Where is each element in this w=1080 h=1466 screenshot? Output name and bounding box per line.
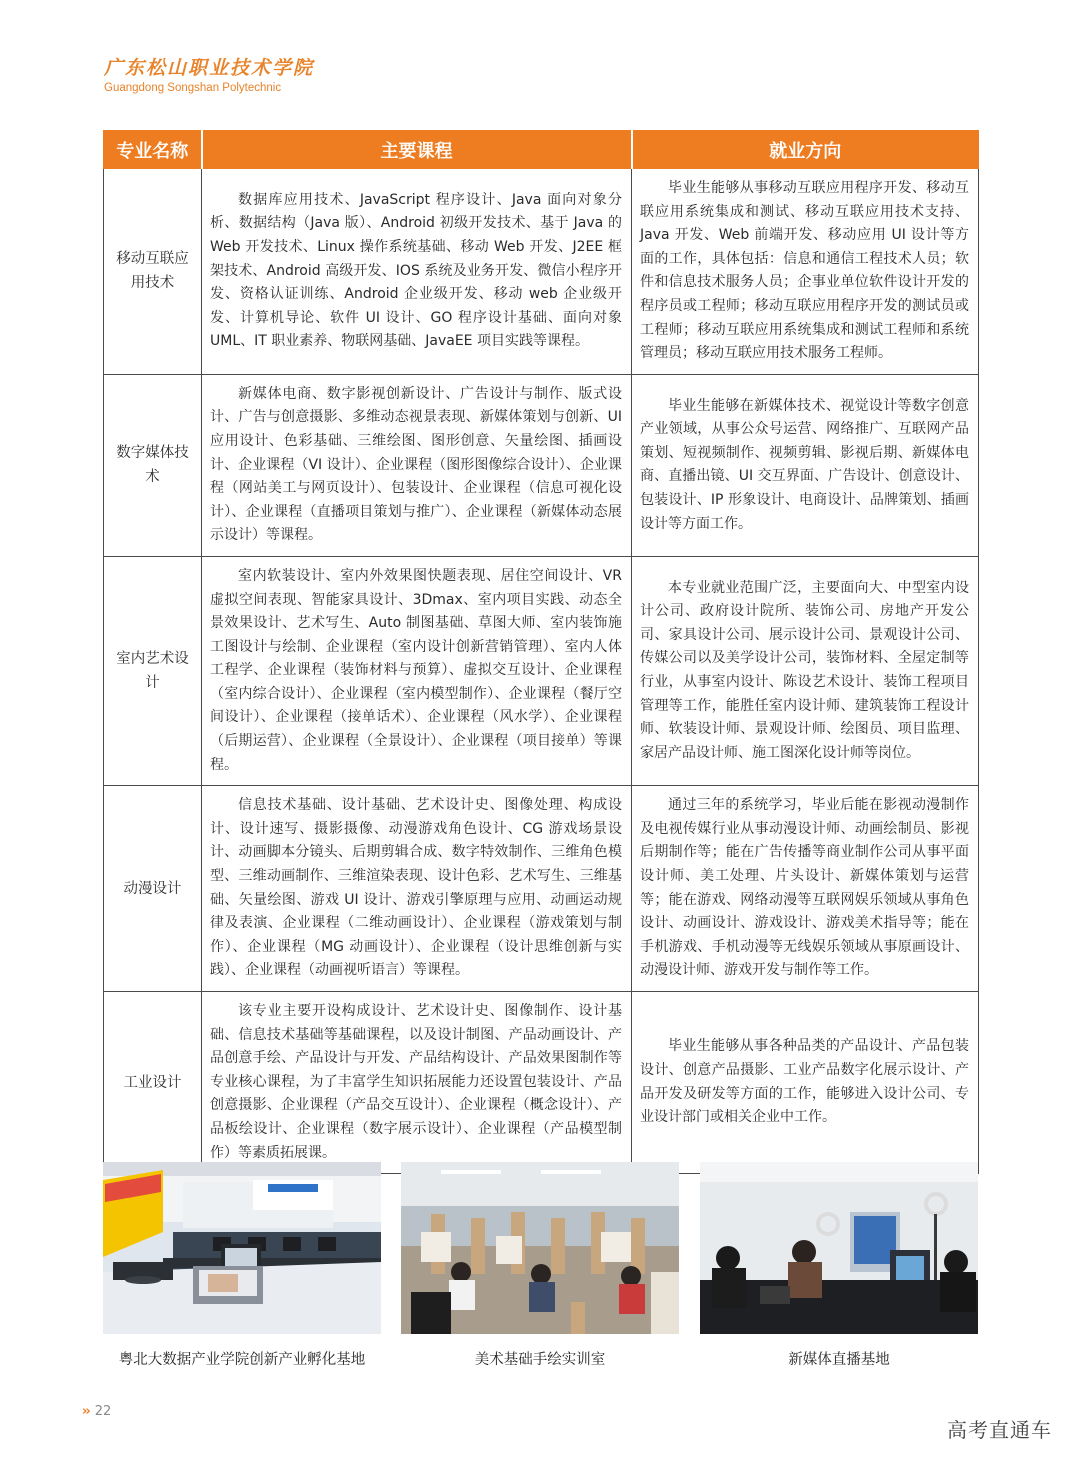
photo-caption: 粤北大数据产业学院创新产业孵化基地 [118,1352,366,1368]
major-name: 动漫设计 [104,786,202,992]
header-major-name: 专业名称 [104,131,202,169]
major-name: 工业设计 [104,992,202,1174]
photo-caption: 美术基础手绘实训室 [474,1352,606,1368]
major-careers: 本专业就业范围广泛，主要面向大、中型室内设计公司、政府设计院所、装饰公司、房地产开发公司、家具设计公司、展示设计公司、景观设计公司、传媒公司以及美学设计公司，装饰材料、全屋定制等行业，从事室内设计、陈设艺术设计、装饰工程项目管理等工作，能胜任室内设计师、建筑装饰工程设计师、软装设计师、景观设计师、绘图员、项目监理、家居产品设计师、施工图深化设计师等岗位。 [632,556,979,785]
table-header-row [104,131,979,169]
school-logo [104,56,314,95]
major-courses: 该专业主要开设构成设计、艺术设计史、图像制作、设计基础、信息技术基础等基础课程，以及设计制图、产品动画设计、产品创意手绘、产品设计与开发、产品结构设计、产品效果图制作等专业核心课程，为了丰富学生知识拓展能力还设置包装设计、产品创意摄影、企业课程（产品交互设计）、企业课程（概念设计）、产品板绘设计、企业课程（数字展示设计）、企业课程（产品模型制作）等素质拓展课。 [202,992,632,1174]
school-name-cn: 广东松山职业技术学院 [104,57,315,79]
header-career-direction: 就业方向 [632,131,979,169]
major-courses: 室内软装设计、室内外效果图快题表现、居住空间设计、VR 虚拟空间表现、智能家具设计、3Dmax、室内项目实践、动态全景效果设计、艺术写生、Auto 制图基础、草图大师、室内装饰施工图设计与绘制、企业课程（室内设计创新营销管理）、室内人体工程学、企业课程（装饰材料与预算）、虚拟交互设计、企业课程（室内综合设计）、企业课程（室内模型制作）、企业课程（餐厅空间设计）、企业课程（接单话术）、企业课程（风水学）、企业课程（后期运营）、企业课程（全景设计）、企业课程（项目接单）等课程。 [202,556,632,785]
page-number-text: 22 [94,1404,112,1419]
photo-gallery [103,1162,978,1392]
major-name: 数字媒体技术 [104,374,202,556]
header-main-courses: 主要课程 [202,131,632,169]
major-careers: 毕业生能够从事各种品类的产品设计、产品包装设计、创意产品摄影、工业产品数字化展示设计、产品开发及研发等方面的工作，能够进入设计公司、专业设计部门或相关企业中工作。 [632,992,979,1174]
major-name: 室内艺术设计 [104,556,202,785]
major-careers: 毕业生能够从事移动互联应用程序开发、移动互联应用系统集成和测试、移动互联应用技术支持、Java 开发、Web 前端开发、移动应用 UI 设计等方面的工作，具体包括：信息和通信工程技术人员；软件和信息技术服务人员；企事业单位软件设计开发的程序员或工程师；移动互联应用程序开发的测试员或工程师；移动互联应用系统集成和测试工程师和系统管理员；移动互联应用技术服务工程师。 [632,169,979,375]
table-row [104,992,979,1174]
photo-caption: 新媒体直播基地 [788,1352,890,1368]
table-row [104,786,979,992]
major-courses: 数据库应用技术、JavaScript 程序设计、Java 面向对象分析、数据结构（Java 版）、Android 初级开发技术、基于 Java 的 Web 开发技术、Linux 操作系统基础、移动 Web 开发、J2EE 框架技术、Android 高级开发、IOS 系统及业务开发、微信小程序开发、资格认证训练、Android 企业级开发、移动 web 企业级开发、计算机导论、软件 UI 设计、GO 程序设计基础、面向对象 UML、IT 职业素养、物联网基础、JavaEE 项目实践等课程。 [202,169,632,375]
table-row [104,169,979,375]
photo-incubation-base [103,1162,381,1334]
photo-art-studio [401,1162,679,1334]
major-careers: 通过三年的系统学习，毕业后能在影视动漫制作及电视传媒行业从事动漫设计师、动画绘制员、影视后期制作等；能在广告传播等商业制作公司从事平面设计师、美工处理、片头设计、新媒体策划与运营等；能在游戏、网络动漫等互联网娱乐领域从事角色设计、动画设计、游戏设计、游戏美术指导等；能在手机游戏、手机动漫等无线娱乐领域从事原画设计、动漫设计师、游戏开发与制作等工作。 [632,786,979,992]
major-name: 移动互联应用技术 [104,169,202,375]
double-chevron-icon: ›› [82,1404,89,1419]
majors-table [103,130,979,1174]
table-row [104,556,979,785]
major-courses: 新媒体电商、数字影视创新设计、广告设计与制作、版式设计、广告与创意摄影、多维动态视景表现、新媒体策划与创新、UI 应用设计、色彩基础、三维绘图、图形创意、矢量绘图、插画设计、企业课程（VI 设计）、企业课程（图形图像综合设计）、企业课程（网站美工与网页设计）、包装设计、企业课程（信息可视化设计）、企业课程（直播项目策划与推广）、企业课程（新媒体动态展示设计）等课程。 [202,374,632,556]
table-row [104,374,979,556]
major-careers: 毕业生能够在新媒体技术、视觉设计等数字创意产业领域，从事公众号运营、网络推广、互联网产品策划、短视频制作、视频剪辑、影视后期、新媒体电商、直播出镜、UI 交互界面、广告设计、创意设计、包装设计、IP 形象设计、电商设计、品牌策划、插画设计等方面工作。 [632,374,979,556]
watermark: 高考直通车 [947,1418,1052,1442]
page-number [82,1404,111,1419]
photo-livestream-base [700,1162,978,1334]
school-name-en: Guangdong Songshan Polytechnic [104,82,282,94]
major-courses: 信息技术基础、设计基础、艺术设计史、图像处理、构成设计、设计速写、摄影摄像、动漫游戏角色设计、CG 游戏场景设计、动画脚本分镜头、后期剪辑合成、数字特效制作、三维角色模型、三维动画制作、三维渲染表现、设计色彩、艺术写生、三维基础、矢量绘图、游戏 UI 设计、游戏引擎原理与应用、动画运动规律及表演、企业课程（二维动画设计）、企业课程（游戏策划与制作）、企业课程（MG 动画设计）、企业课程（设计思维创新与实践）、企业课程（动画视听语言）等课程。 [202,786,632,992]
